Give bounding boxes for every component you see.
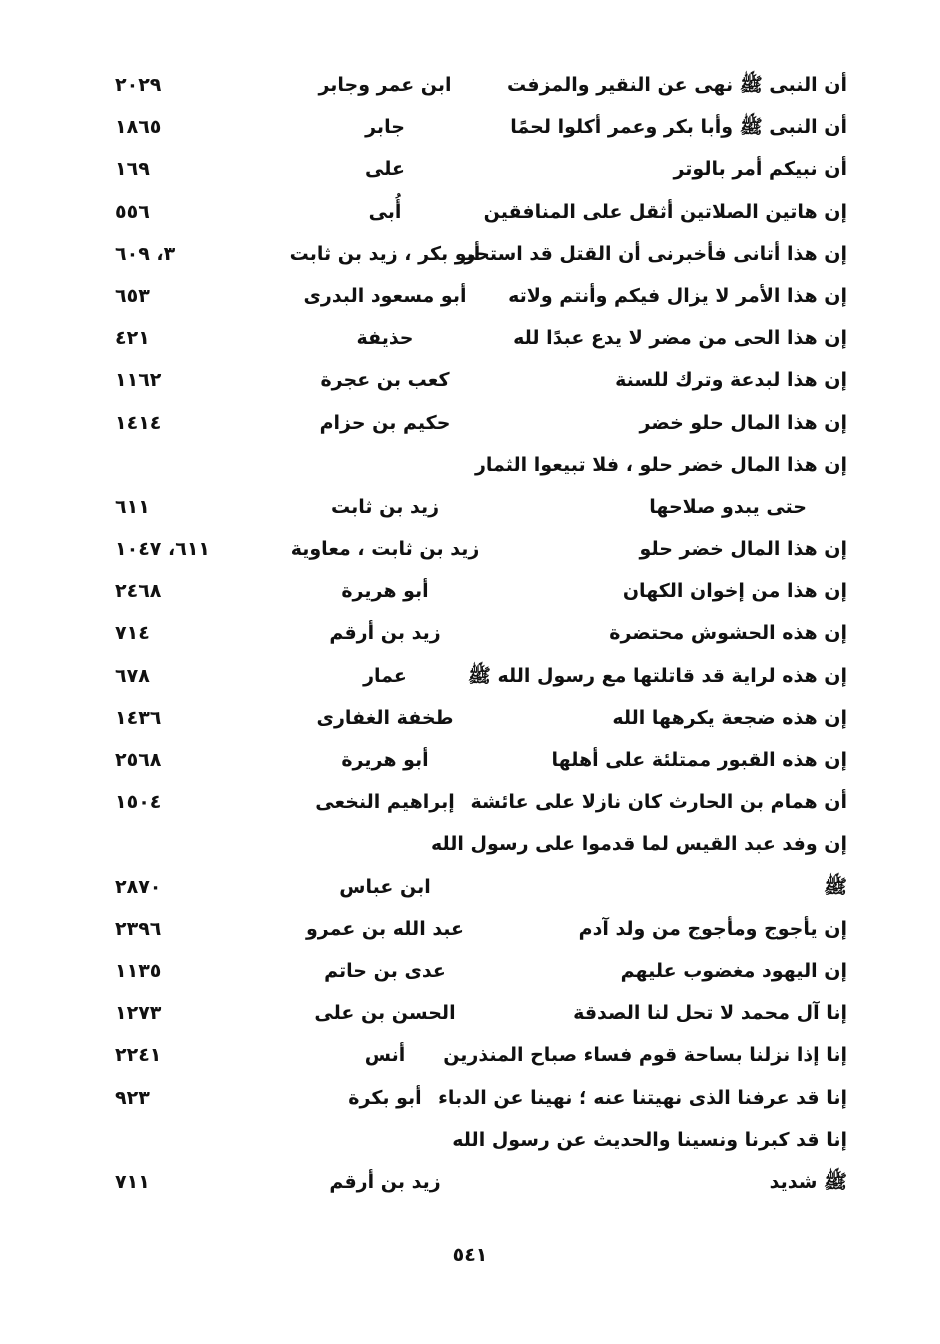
narrator-name: زيد بن ثابت ، معاوية: [290, 538, 480, 561]
narrator-name: ابن عباس: [339, 875, 431, 898]
hadith-number: ٦٥٣: [115, 284, 150, 307]
hadith-number: ٧١٤: [115, 622, 150, 645]
hadith-text: إن هذا المال خضر حلو: [639, 538, 847, 561]
page-number: ٥٤١: [452, 1244, 488, 1266]
hadith-text: إن هذه لراية قد قاتلتها مع رسول الله ﷺ: [467, 664, 847, 687]
narrator-name: أبو هريرة: [341, 749, 429, 771]
index-row: [110, 233, 855, 275]
index-row: [110, 655, 855, 697]
narrator-name: أُبى: [368, 200, 402, 223]
hadith-text: إن هذه القبور ممتلئة على أهلها: [551, 749, 847, 771]
hadith-number: ٣، ٦٠٩: [115, 242, 176, 265]
index-row: [110, 64, 855, 106]
hadith-text: إنا قد كبرنا ونسينا والحديث عن رسول الله: [452, 1128, 847, 1151]
index-row: [110, 1034, 855, 1076]
hadith-number: ١٨٦٥: [115, 116, 162, 139]
hadith-number: ١٢٧٣: [115, 1002, 162, 1025]
narrator-name: أبو هريرة: [341, 580, 429, 603]
index-row: [110, 908, 855, 950]
hadith-text: إن هاتين الصلاتين أثقل على المنافقين: [483, 200, 847, 223]
hadith-number: ٦١١، ١٠٤٧: [115, 538, 211, 561]
index-row: [110, 528, 855, 570]
hadith-text: إنا إذا نزلنا بساحة قوم فساء صباح المنذرين: [443, 1044, 847, 1067]
index-row: [110, 950, 855, 992]
hadith-text: إن هذا لبدعة وترك للسنة: [615, 369, 847, 392]
index-row: [110, 739, 855, 781]
narrator-name: زيد بن أرقم: [329, 1170, 441, 1193]
hadith-number: ١١٦٢: [115, 369, 162, 392]
index-row: [110, 697, 855, 739]
index-row: [110, 317, 855, 359]
hadith-text: إن هذه ضجعة يكرهها الله: [612, 706, 847, 729]
hadith-text: أن نبيكم أمر بالوتر: [673, 158, 847, 181]
narrator-name: كعب بن عجرة: [320, 369, 450, 392]
hadith-text: إنا آل محمد لا تحل لنا الصدقة: [573, 1002, 847, 1025]
hadith-text: إن هذه الحشوش محتضرة: [609, 622, 847, 645]
narrator-name: أبو بكر ، زيد بن ثابت: [289, 242, 481, 265]
narrator-name: جابر: [365, 116, 405, 139]
hadith-number: ٧١١: [115, 1170, 150, 1193]
index-row: [110, 992, 855, 1034]
hadith-number: ٢٤٦٨: [115, 580, 162, 603]
hadith-number: ٦١١: [115, 495, 150, 518]
narrator-name: زيد بن أرقم: [329, 622, 441, 645]
narrator-name: أبو بكرة: [348, 1086, 422, 1109]
index-row: [110, 866, 855, 908]
index-row: [110, 275, 855, 317]
index-row: [110, 1161, 855, 1203]
hadith-text: إن هذا من إخوان الكهان: [622, 580, 847, 603]
hadith-text: إن هذا المال حلو خضر: [639, 411, 847, 434]
hadith-number: ٢٢٤١: [115, 1044, 162, 1067]
narrator-name: عدى بن حاتم: [324, 959, 446, 982]
hadith-number: ١٥٠٤: [115, 791, 162, 814]
hadith-number: ٩٢٣: [115, 1086, 150, 1109]
narrator-name: حكيم بن حزام: [319, 411, 451, 434]
hadith-text: إن يأجوج ومأجوج من ولد آدم: [578, 917, 847, 940]
hadith-text: أن النبى ﷺ نهى عن النقير والمزفت: [507, 74, 847, 96]
narrator-name: أبو مسعود البدرى: [303, 284, 467, 307]
hadith-text: إن وفد عبد القيس لما قدموا على رسول الله: [430, 833, 847, 856]
index-row: [110, 402, 855, 444]
hadith-text: إن هذا المال خضر حلو ، فلا تبيعوا الثمار: [474, 453, 847, 476]
hadith-text: ﷺ: [824, 875, 847, 898]
narrator-name: على: [365, 158, 405, 181]
narrator-name: إبراهيم النخعى: [315, 791, 455, 814]
hadith-text: أن همام بن الحارث كان نازلا على عائشة: [470, 791, 847, 814]
narrator-name: عبد الله بن عمرو: [305, 917, 465, 940]
hadith-number: ٢٨٧٠: [115, 875, 162, 898]
index-row: [110, 1119, 855, 1161]
hadith-number: ٢٥٦٨: [115, 749, 162, 771]
narrator-name: حذيفة: [356, 327, 414, 350]
hadith-number: ٤٢١: [115, 327, 150, 350]
narrator-name: ابن عمر وجابر: [318, 74, 452, 96]
index-row: [110, 191, 855, 233]
hadith-text: حتى يبدو صلاحها: [649, 495, 807, 518]
hadith-text: إن اليهود مغضوب عليهم: [620, 959, 847, 982]
hadith-number: ١٦٩: [115, 158, 150, 181]
hadith-number: ١٤١٤: [115, 411, 162, 434]
hadith-number: ٢٣٩٦: [115, 917, 162, 940]
index-row: [110, 1077, 855, 1119]
index-row: [110, 359, 855, 401]
index-row: [110, 823, 855, 865]
hadith-number: ١٤٣٦: [115, 706, 162, 729]
hadith-text: أن النبى ﷺ وأبا بكر وعمر أكلوا لحمًا: [510, 116, 847, 139]
hadith-text: ﷺ شديد: [769, 1170, 847, 1193]
index-row: [110, 444, 855, 486]
narrator-name: طخفة الغفارى: [316, 706, 454, 729]
hadith-text: إن هذا أتانى فأخبرنى أن القتل قد استحر: [464, 242, 847, 265]
hadith-number: ٥٥٦: [115, 200, 150, 223]
narrator-name: أنس: [364, 1044, 406, 1067]
index-row: [110, 148, 855, 190]
index-row: [110, 486, 855, 528]
narrator-name: عمار: [363, 664, 407, 687]
index-row: [110, 570, 855, 612]
index-row: [110, 781, 855, 823]
hadith-text: إن هذا الأمر لا يزال فيكم وأنتم ولاته: [508, 284, 847, 307]
hadith-text: إنا قد عرفنا الذى نهيتنا عنه ؛ نهينا عن الدباء: [438, 1086, 847, 1109]
narrator-name: الحسن بن على: [314, 1002, 456, 1025]
hadith-number: ٢٠٢٩: [115, 74, 162, 96]
hadith-number: ١١٣٥: [115, 959, 162, 982]
hadith-number: ٦٧٨: [115, 664, 150, 687]
index-row: [110, 612, 855, 654]
index-row: [110, 106, 855, 148]
hadith-text: إن هذا الحى من مضر لا يدع عبدًا لله: [513, 327, 847, 350]
narrator-name: زيد بن ثابت: [330, 495, 440, 518]
hadith-index-table: [110, 64, 855, 1203]
